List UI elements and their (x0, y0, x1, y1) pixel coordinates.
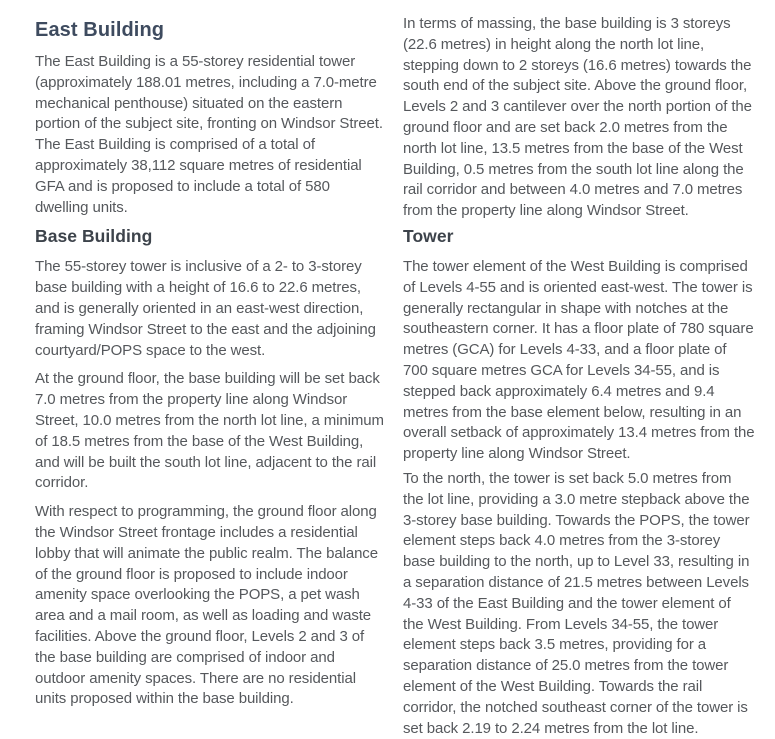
subheading-tower: Tower (403, 225, 454, 246)
paragraph-east-building-intro: The East Building is a 55-storey residential tower (approximately 188.01 metres, including a 7.0-metre mechanical penthouse) situated on the eastern portion of the subject site, fronting on Windsor Street. The East Building is comprised of a total of approximately 38,112 square metres of residential GFA and is proposed to include a total of 580 dwelling units. (35, 53, 383, 216)
paragraph-base-building-2: At the ground floor, the base building will be set back 7.0 metres from the property line along Windsor Street, 10.0 metres from the north lot line, a minimum of 18.5 metres from the base of the West Building, and will be built the south lot line, adjacent to the rail corridor. (35, 370, 384, 492)
paragraph-tower-2: To the north, the tower is set back 5.0 metres from the lot line, providing a 3.0 metre stepback above the 3-storey base building. Towards the POPS, the tower element steps back 4.0 metres from the 3-storey base building to the north, up to Level 33, resulting in a separation distance of 21.5 metres between Levels 4-33 of the East Building and the tower element of the West Building. From Levels 34-55, the tower element steps back 3.5 metres, providing for a separation distance of 25.0 metres from the tower element of the West Building. Towards the rail corridor, the notched southeast corner of the tower is set back 2.19 to 2.24 metres from the lot line. (403, 469, 750, 737)
paragraph-tower-1: The tower element of the West Building is comprised of Levels 4-55 and is oriented east-west. The tower is generally rectangular in shape with notches at the southeastern corner. It has a floor plate of 780 square metres (GCA) for Levels 4-33, and a floor plate of 700 square metres GCA for Levels 34-55, and is stepped back approximately 6.4 metres and 9.4 metres from the base element below, resulting in an overall setback of approximately 13.4 metres from the property line along Windsor Street. (403, 257, 755, 463)
left-column (35, 14, 385, 739)
paragraph-base-building-1: The 55-storey tower is inclusive of a 2- to 3-storey base building with a height of 16.6 to 22.6 metres, and is generally oriented in an east-west direction, framing Windsor Street to the east and the adjoining courtyard/POPS space to the west. (35, 258, 376, 359)
paragraph-base-building-3: With respect to programming, the ground floor along the Windsor Street frontage includes a residential lobby that will animate the public realm. The balance of the ground floor is proposed to include indoor amenity space overlooking the POPS, a pet wash area and a mail room, as well as loading and waste facilities. Above the ground floor, Levels 2 and 3 of the base building are comprised of indoor and outdoor amenity spaces. There are no residential units proposed within the base building. (35, 503, 378, 708)
paragraph-base-building-massing: In terms of massing, the base building is 3 storeys (22.6 metres) in height along the north lot line, stepping down to 2 storeys (16.6 metres) towards the south end of the subject site. Above the ground floor, Levels 2 and 3 cantilever over the north portion of the ground floor and are set back 2.0 metres from the north lot line, 13.5 metres from the base of the West Building, 0.5 metres from the south lot line along the rail corridor and between 4.0 metres and 7.0 metres from the property line along Windsor Street. (403, 15, 752, 220)
subheading-base-building: Base Building (35, 226, 153, 247)
section-heading-east-building: East Building (35, 19, 165, 41)
right-column (403, 14, 755, 739)
